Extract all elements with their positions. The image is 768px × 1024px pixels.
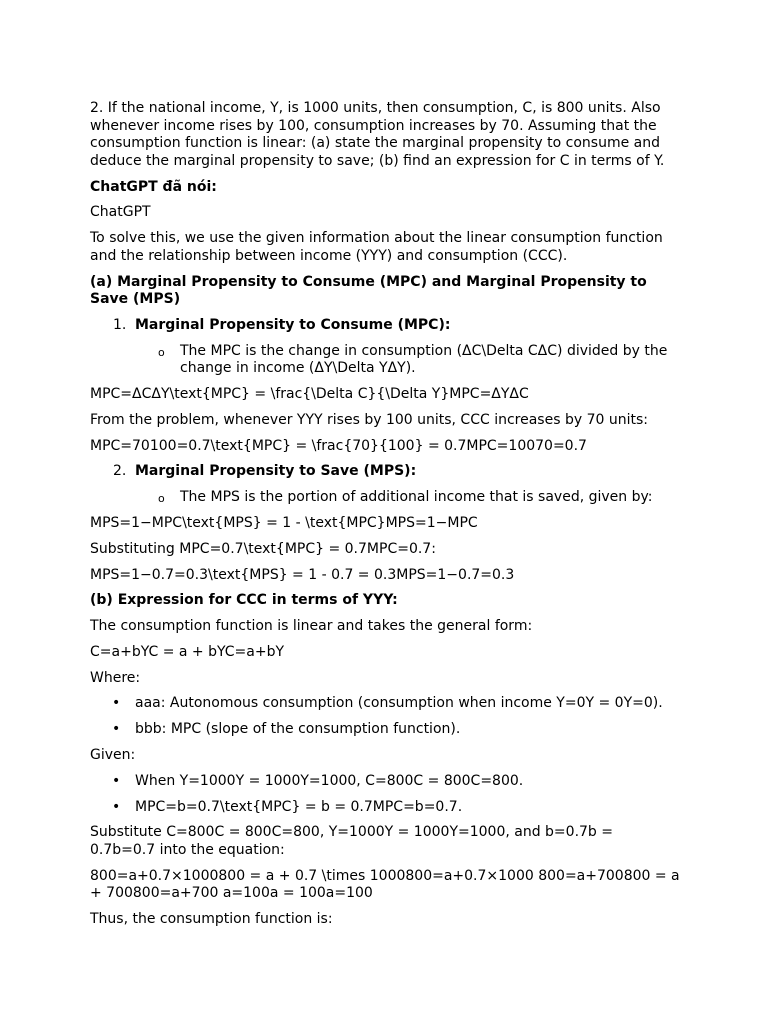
- given-label: Given:: [90, 746, 136, 763]
- sub-bullet-text: The MPC is the change in consumption (ΔC\Delta CΔC) divided by the change in income (ΔY\Delta YΔY).: [180, 342, 668, 377]
- bullet-dot-icon: •: [112, 695, 121, 712]
- where-label: Where:: [90, 669, 141, 686]
- mpc-formula: MPC=ΔCΔY\text{MPC} = \frac{\Delta C}{\Delta Y}MPC=ΔYΔC: [90, 386, 529, 403]
- document-page: [90, 100, 682, 937]
- numbered-item-mpc: [90, 317, 682, 335]
- numbered-item-label: Marginal Propensity to Save (MPS):: [135, 463, 417, 480]
- equation-steps: 800=a+0.7×1000800 = a + 0.7 \times 1000800=a+0.7×1000 800=a+700800 = a + 700800=a+700 a=100a = 100a=100: [90, 867, 680, 902]
- conclusion-text: Thus, the consumption function is:: [90, 911, 333, 928]
- circle-bullet-icon: o: [158, 492, 165, 506]
- linear-form-text: The consumption function is linear and takes the general form:: [90, 618, 533, 635]
- question-text: 2. If the national income, Y, is 1000 units, then consumption, C, is 800 units. Also whenever income rises by 100, consumption increases by 70. Assuming that the consumption function is linear: (a) state the marginal propensity to consume and deduce the marginal propensity to save; (b) find an expression for C in terms of Y.: [90, 100, 665, 169]
- general-form-equation: C=a+bYC = a + bYC=a+bY: [90, 643, 285, 660]
- list-number: 2.: [113, 463, 127, 480]
- circle-bullet-icon: o: [158, 345, 165, 359]
- list-item: [90, 695, 682, 713]
- list-item-text: MPC=b=0.7\text{MPC} = b = 0.7MPC=b=0.7.: [135, 798, 463, 815]
- list-item-text: aaa: Autonomous consumption (consumption when income Y=0Y = 0Y=0).: [135, 695, 663, 712]
- mps-formula: MPS=1−MPC\text{MPS} = 1 - \text{MPC}MPS=1−MPC: [90, 514, 478, 531]
- numbered-item-label: Marginal Propensity to Consume (MPC):: [135, 316, 451, 333]
- from-problem-text: From the problem, whenever YYY rises by 100 units, CCC increases by 70 units:: [90, 411, 648, 428]
- list-item-text: When Y=1000Y = 1000Y=1000, C=800C = 800C=800.: [135, 772, 524, 789]
- list-item: [90, 721, 682, 739]
- substituting-text: Substituting MPC=0.7\text{MPC} = 0.7MPC=0.7:: [90, 540, 436, 557]
- sub-bullet-text: The MPS is the portion of additional income that is saved, given by:: [180, 489, 653, 506]
- sub-bullet-mps: [90, 489, 682, 507]
- speaker-heading: ChatGPT đã nói:: [90, 178, 217, 195]
- mps-value: MPS=1−0.7=0.3\text{MPS} = 1 - 0.7 = 0.3MPS=1−0.7=0.3: [90, 566, 515, 583]
- sub-bullet-mpc: [90, 343, 682, 378]
- part-b-heading: (b) Expression for CCC in terms of YYY:: [90, 592, 398, 609]
- list-number: 1.: [113, 316, 127, 333]
- mpc-value: MPC=70100=0.7\text{MPC} = \frac{70}{100} = 0.7MPC=10070=0.7: [90, 437, 587, 454]
- part-a-heading: (a) Marginal Propensity to Consume (MPC) and Marginal Propensity to Save (MPS): [90, 273, 647, 308]
- numbered-item-mps: [90, 463, 682, 481]
- speaker-name: ChatGPT: [90, 204, 151, 221]
- substitute-text: Substitute C=800C = 800C=800, Y=1000Y = 1000Y=1000, and b=0.7b = 0.7b=0.7 into the equation:: [90, 824, 613, 858]
- bullet-dot-icon: •: [112, 772, 121, 789]
- bullet-dot-icon: •: [112, 798, 121, 815]
- bullet-dot-icon: •: [112, 721, 121, 738]
- intro-paragraph: To solve this, we use the given information about the linear consumption function and the relationship between income (YYY) and consumption (CCC).: [90, 230, 663, 264]
- list-item: [90, 773, 682, 791]
- list-item-text: bbb: MPC (slope of the consumption function).: [135, 721, 461, 738]
- list-item: [90, 799, 682, 817]
